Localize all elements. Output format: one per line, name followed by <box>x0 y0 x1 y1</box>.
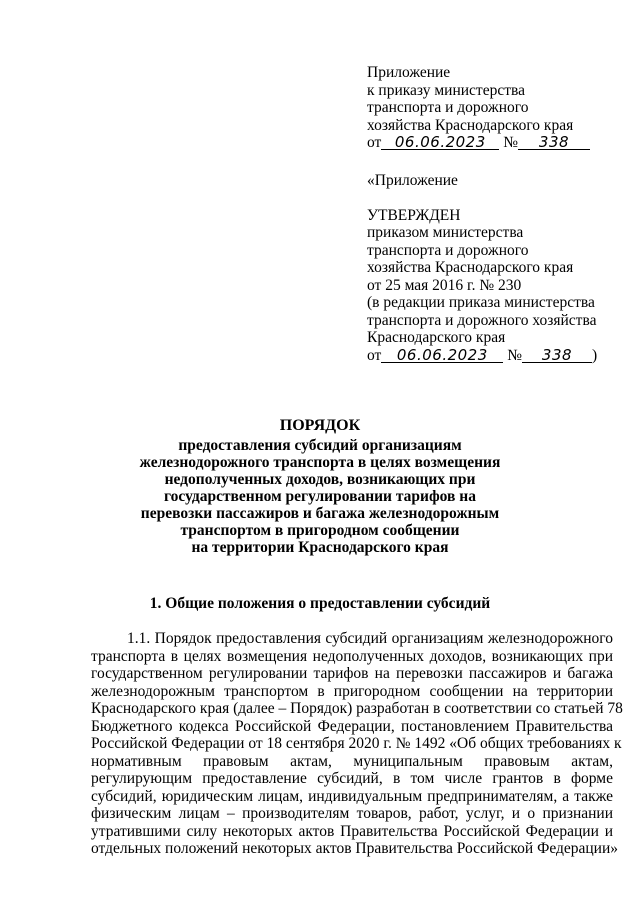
appendix-signature-line <box>367 347 627 365</box>
title-line: государственном регулировании тарифов на <box>164 488 476 505</box>
body-line: регулирующим предоставление субсидий, в том числе грантов в форме <box>91 770 613 787</box>
appendix-line: (в редакции приказа министерства <box>367 294 595 311</box>
document-title <box>0 415 640 556</box>
body-line: отдельных положений некоторых актов Правительства Российской Федерации» <box>91 840 619 857</box>
header-sign-num-prefix: № <box>503 134 518 151</box>
body-line: Бюджетного кодекса Российской Федерации, постановлением Правительства <box>91 717 613 735</box>
body-line: транспорта в целях возмещения недополученных доходов, возникающих при <box>91 647 613 665</box>
header-line: транспорта и дорожного <box>367 99 529 116</box>
appendix-line: от 25 мая 2016 г. № 230 <box>367 276 522 294</box>
appendix-sign-prefix: от <box>367 346 382 364</box>
header-sign-prefix: от <box>367 134 382 151</box>
header-signature-line <box>367 134 627 152</box>
body-line: железнодорожным транспортом в пригородном сообщении на территории <box>91 682 613 700</box>
body-line: 1.1. Порядок предоставления субсидий организациям железнодорожного <box>127 630 613 647</box>
body-line: субсидий, юридическим лицам, индивидуальным предпринимателям, а также <box>91 787 613 805</box>
title-line: предоставления субсидий организациям <box>178 437 462 454</box>
body-line: Российской Федерации от 18 сентября 2020 г. № 1492 «Об общих требованиях к <box>91 735 622 752</box>
appendix-sign-date: 06.06.2023 <box>381 348 503 363</box>
header-sign-num: 338 <box>518 135 590 150</box>
appendix-line: хозяйства Краснодарского края <box>367 259 574 276</box>
appendix-label: «Приложение <box>367 172 458 189</box>
appendix-sign-num-prefix: № <box>507 346 522 364</box>
appendix-sign-num: 338 <box>522 348 592 363</box>
body-line: утратившими силу некоторых актов Правительства Российской Федерации и <box>91 822 613 840</box>
title-line: на территории Краснодарского края <box>191 539 449 556</box>
appendix-block <box>367 172 627 364</box>
appendix-line: приказом министерства <box>367 224 524 241</box>
header-line: Приложение <box>367 64 451 81</box>
appendix-line: транспорта и дорожного <box>367 241 529 259</box>
approved-label: УТВЕРЖДЕН <box>367 206 461 224</box>
body-line: нормативным правовым актам, муниципальным правовым актам, <box>91 752 613 770</box>
header-line: к приказу министерства <box>367 81 525 99</box>
title-heading: ПОРЯДОК <box>279 417 361 434</box>
title-line: недополученных доходов, возникающих при <box>164 471 476 488</box>
appendix-line: Краснодарского края <box>367 329 506 346</box>
header-block <box>367 64 627 152</box>
header-sign-date: 06.06.2023 <box>381 135 499 150</box>
appendix-line: транспорта и дорожного хозяйства <box>367 311 597 329</box>
title-line: перевозки пассажиров и багажа железнодорожным <box>140 505 500 522</box>
body-line: физическим лицам – производителям товаров, работ, услуг, и о признании <box>91 805 613 822</box>
title-line: транспортом в пригородном сообщении <box>180 522 460 539</box>
body-line: Краснодарского края (далее – Порядок) разработан в соответствии со статьей 78 <box>91 700 623 717</box>
body-paragraph <box>91 630 623 858</box>
body-line: государственном регулировании тарифов на перевозки пассажиров и багажа <box>91 665 613 682</box>
header-line: хозяйства Краснодарского края <box>367 116 574 134</box>
section-heading: 1. Общие положения о предоставлении субсидий <box>149 595 491 612</box>
title-line: железнодорожного транспорта в целях возмещения <box>139 454 501 471</box>
appendix-sign-suffix: ) <box>592 346 598 364</box>
